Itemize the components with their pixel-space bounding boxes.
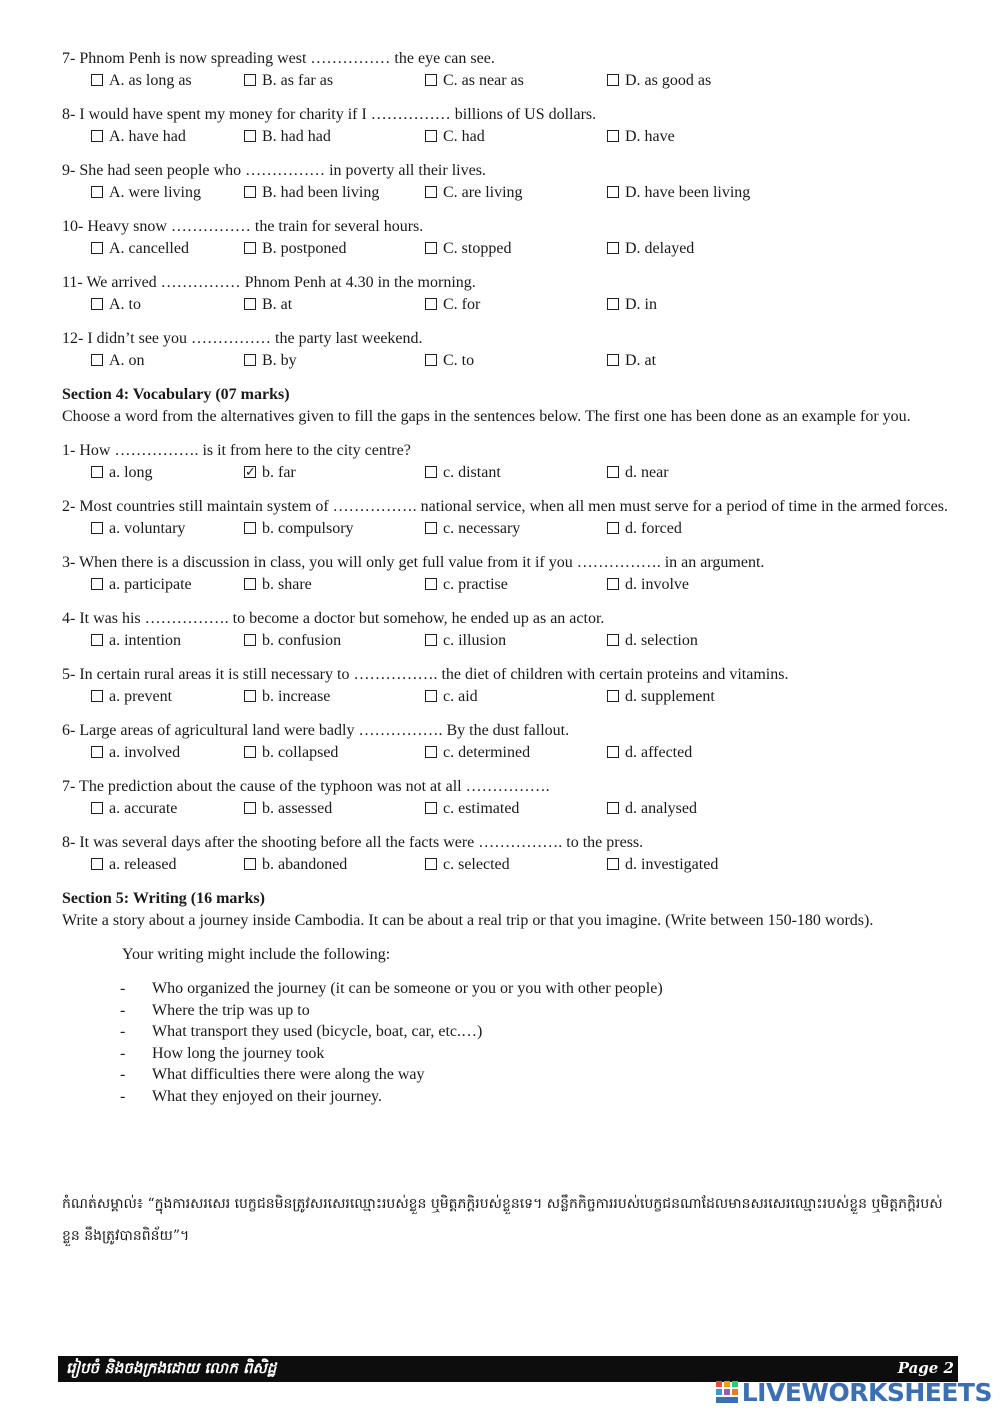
checkbox[interactable] <box>244 186 256 198</box>
checkbox[interactable] <box>91 354 103 366</box>
option[interactable]: b. share <box>244 574 312 596</box>
options-row <box>62 294 957 316</box>
option[interactable]: c. determined <box>425 742 530 764</box>
options-row <box>62 70 957 92</box>
question-stem: 9- She had seen people who …………… in poverty all their lives. <box>62 162 486 179</box>
checkbox[interactable] <box>244 242 256 254</box>
question <box>62 720 957 764</box>
checkbox[interactable] <box>244 74 256 86</box>
checkbox[interactable] <box>425 690 437 702</box>
checkbox[interactable] <box>244 130 256 142</box>
question <box>62 160 957 204</box>
option[interactable]: D. in <box>607 294 657 316</box>
options-row <box>62 350 957 372</box>
question-stem: 6- Large areas of agricultural land were badly ……………. By the dust fallout. <box>62 722 570 739</box>
option[interactable]: A. as long as <box>91 70 192 92</box>
worksheet-page <box>62 48 957 1107</box>
section-4-title: Section 4: Vocabulary (07 marks) <box>62 386 290 403</box>
checkbox[interactable] <box>607 690 619 702</box>
option[interactable]: A. on <box>91 350 145 372</box>
checkbox[interactable] <box>425 578 437 590</box>
list-item: - Who organized the journey (it can be someone or you or you with other people) <box>118 978 957 1000</box>
option[interactable]: b. abandoned <box>244 854 347 876</box>
question-stem: 11- We arrived …………… Phnom Penh at 4.30 in the morning. <box>62 274 476 291</box>
option[interactable]: a. released <box>91 854 177 876</box>
option[interactable]: d. supplement <box>607 686 715 708</box>
checkbox-checked[interactable] <box>244 466 256 478</box>
question-stem: 4- It was his ……………. to become a doctor but somehow, he ended up as an actor. <box>62 610 605 627</box>
question <box>62 216 957 260</box>
options-row <box>62 574 957 596</box>
option[interactable]: C. had <box>425 126 485 148</box>
checkbox[interactable] <box>607 466 619 478</box>
option[interactable]: c. aid <box>425 686 478 708</box>
question-stem: 12- I didn’t see you …………… the party last weekend. <box>62 330 423 347</box>
checkbox[interactable] <box>425 746 437 758</box>
options-row <box>62 686 957 708</box>
checkbox[interactable] <box>244 522 256 534</box>
question-stem: 7- Phnom Penh is now spreading west …………… the eye can see. <box>62 50 495 67</box>
options-row <box>62 798 957 820</box>
checkbox[interactable] <box>91 466 103 478</box>
checkbox[interactable] <box>607 74 619 86</box>
checkbox[interactable] <box>91 242 103 254</box>
option[interactable]: d. investigated <box>607 854 718 876</box>
options-row <box>62 518 957 540</box>
option[interactable]: D. as good as <box>607 70 711 92</box>
checkbox[interactable] <box>244 354 256 366</box>
checkbox[interactable] <box>91 130 103 142</box>
checkbox[interactable] <box>607 802 619 814</box>
page-number: Page 2 <box>897 1359 954 1377</box>
checkbox[interactable] <box>244 858 256 870</box>
list-item: - What difficulties there were along the way <box>118 1064 957 1086</box>
question-stem: 7- The prediction about the cause of the typhoon was not at all ……………. <box>62 778 550 795</box>
option[interactable]: a. participate <box>91 574 192 596</box>
question-stem: 8- I would have spent my money for charity if I …………… billions of US dollars. <box>62 106 597 123</box>
checkbox[interactable] <box>425 466 437 478</box>
option[interactable]: C. for <box>425 294 480 316</box>
option[interactable]: b. increase <box>244 686 330 708</box>
list-item: - How long the journey took <box>118 1043 957 1065</box>
option[interactable]: a. long <box>91 462 153 484</box>
option[interactable]: a. involved <box>91 742 180 764</box>
checkbox[interactable] <box>91 74 103 86</box>
list-item: - What transport they used (bicycle, boat, car, etc.…) <box>118 1021 957 1043</box>
checkbox[interactable] <box>91 634 103 646</box>
section-4-instruction: Choose a word from the alternatives given to fill the gaps in the sentences below. The first one has been done as an example for you. <box>62 408 911 425</box>
checkbox[interactable] <box>425 802 437 814</box>
option[interactable]: B. had had <box>244 126 331 148</box>
checkbox[interactable] <box>244 746 256 758</box>
option[interactable]: B. by <box>244 350 297 372</box>
option[interactable]: A. were living <box>91 182 201 204</box>
option[interactable]: c. practise <box>425 574 508 596</box>
options-row <box>62 238 957 260</box>
option[interactable]: B. as far as <box>244 70 333 92</box>
checkbox[interactable] <box>244 690 256 702</box>
checkbox[interactable] <box>91 746 103 758</box>
checkbox[interactable] <box>425 74 437 86</box>
checkbox[interactable] <box>91 298 103 310</box>
option[interactable]: B. at <box>244 294 292 316</box>
checkbox[interactable] <box>607 242 619 254</box>
checkbox[interactable] <box>607 634 619 646</box>
section-5-instruction: Write a story about a journey inside Cambodia. It can be about a real trip or that you imagine. (Write between 150-180 words). <box>62 912 874 929</box>
question-stem: 3- When there is a discussion in class, you will only get full value from it if you ……………. in an argument. <box>62 554 765 571</box>
checkbox[interactable] <box>425 186 437 198</box>
option[interactable]: d. forced <box>607 518 682 540</box>
checkbox[interactable] <box>91 802 103 814</box>
checkbox[interactable] <box>91 522 103 534</box>
question <box>62 776 957 820</box>
liveworksheets-logo-icon <box>716 1381 738 1403</box>
option[interactable]: b. collapsed <box>244 742 338 764</box>
checkbox[interactable] <box>607 578 619 590</box>
option[interactable]: a. intention <box>91 630 181 652</box>
options-row <box>62 462 957 484</box>
options-row <box>62 182 957 204</box>
option[interactable]: a. voluntary <box>91 518 185 540</box>
option[interactable]: c. illusion <box>425 630 506 652</box>
options-row <box>62 126 957 148</box>
option[interactable]: d. near <box>607 462 669 484</box>
options-row <box>62 630 957 652</box>
option[interactable]: C. stopped <box>425 238 511 260</box>
list-item: - What they enjoyed on their journey. <box>118 1086 957 1108</box>
options-row <box>62 742 957 764</box>
question <box>62 440 957 484</box>
question <box>62 104 957 148</box>
question-stem: 5- In certain rural areas it is still necessary to ……………. the diet of children with certain proteins and vitamins. <box>62 666 789 683</box>
question <box>62 328 957 372</box>
option[interactable]: B. had been living <box>244 182 379 204</box>
checkbox[interactable] <box>244 578 256 590</box>
writing-intro: Your writing might include the following: <box>122 946 391 963</box>
question <box>62 552 957 596</box>
option[interactable]: d. affected <box>607 742 692 764</box>
option[interactable]: A. have had <box>91 126 186 148</box>
checkbox[interactable] <box>607 186 619 198</box>
question <box>62 48 957 92</box>
checkbox[interactable] <box>425 858 437 870</box>
checkbox[interactable] <box>425 522 437 534</box>
option[interactable]: b. confusion <box>244 630 341 652</box>
question <box>62 272 957 316</box>
checkbox[interactable] <box>91 858 103 870</box>
option[interactable]: a. accurate <box>91 798 177 820</box>
vocabulary-questions <box>62 440 957 876</box>
option[interactable]: c. necessary <box>425 518 520 540</box>
checkbox[interactable] <box>607 858 619 870</box>
checkbox[interactable] <box>244 634 256 646</box>
grammar-questions <box>62 48 957 372</box>
checkbox[interactable] <box>91 186 103 198</box>
question-stem: 2- Most countries still maintain system of ……………. national service, when all men must serve for a period of time in the armed forces. <box>62 498 949 515</box>
option[interactable]: C. to <box>425 350 474 372</box>
checkbox[interactable] <box>425 298 437 310</box>
checkbox[interactable] <box>244 298 256 310</box>
footer-credit: រៀបចំ និងចងក្រងដោយ លោក ពិសិដ្ឋ <box>66 1359 277 1377</box>
checkbox[interactable] <box>425 242 437 254</box>
question-stem: 1- How ……………. is it from here to the city centre? <box>62 442 411 459</box>
option[interactable]: C. are living <box>425 182 523 204</box>
option[interactable]: A. cancelled <box>91 238 189 260</box>
option[interactable]: c. selected <box>425 854 510 876</box>
khmer-note: កំណត់សម្គាល់៖ “ក្នុងការសរសេរ បេក្ខជនមិនត្រូវសរសេរឈ្មោះរបស់ខ្លួន ឬមិត្តភក្តិរបស់ខ្លួនទេ។ សន្លឹកកិច្ចការរបស់បេក្ខជនណាដែលមានសរសេរឈ្មោះរបស់ខ្លួន ឬមិត្តភក្តិរបស់ខ្លួន នឹងត្រូវបានពិន័យ”។ <box>62 1196 943 1244</box>
checkbox[interactable] <box>425 354 437 366</box>
list-item: - Where the trip was up to <box>118 1000 957 1022</box>
option[interactable]: d. involve <box>607 574 689 596</box>
question <box>62 496 957 540</box>
question <box>62 832 957 876</box>
option[interactable]: d. selection <box>607 630 698 652</box>
option[interactable]: C. as near as <box>425 70 524 92</box>
option[interactable]: c. distant <box>425 462 501 484</box>
checkbox[interactable] <box>425 130 437 142</box>
checkbox[interactable] <box>607 522 619 534</box>
option[interactable]: b. compulsory <box>244 518 354 540</box>
checkbox[interactable] <box>607 130 619 142</box>
option[interactable]: b. assessed <box>244 798 332 820</box>
question-stem: 10- Heavy snow …………… the train for several hours. <box>62 218 424 235</box>
checkbox[interactable] <box>607 298 619 310</box>
option[interactable]: ✓ b. far <box>244 462 296 484</box>
checkbox[interactable] <box>425 634 437 646</box>
checkbox[interactable] <box>607 354 619 366</box>
checkbox[interactable] <box>244 802 256 814</box>
option[interactable]: d. analysed <box>607 798 697 820</box>
checkbox[interactable] <box>91 578 103 590</box>
option[interactable]: D. at <box>607 350 656 372</box>
options-row <box>62 854 957 876</box>
question <box>62 664 957 708</box>
option[interactable]: a. prevent <box>91 686 172 708</box>
checkbox[interactable] <box>91 690 103 702</box>
checkbox[interactable] <box>607 746 619 758</box>
liveworksheets-watermark: LIVEWORKSHEETS <box>716 1378 992 1408</box>
writing-bullets <box>118 978 957 1107</box>
section-5-title: Section 5: Writing (16 marks) <box>62 890 265 907</box>
option[interactable]: D. have <box>607 126 675 148</box>
question <box>62 608 957 652</box>
option[interactable]: D. have been living <box>607 182 750 204</box>
option[interactable]: B. postponed <box>244 238 346 260</box>
question-stem: 8- It was several days after the shooting before all the facts were ……………. to the press. <box>62 834 644 851</box>
option[interactable]: A. to <box>91 294 141 316</box>
option[interactable]: D. delayed <box>607 238 694 260</box>
option[interactable]: c. estimated <box>425 798 519 820</box>
